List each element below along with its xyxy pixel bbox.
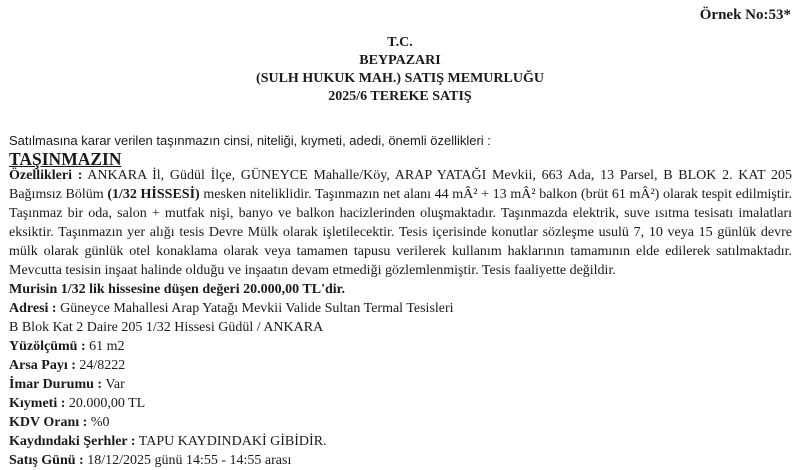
field-zoning-label: İmar Durumu : — [9, 377, 103, 392]
features-label: Özellikleri : — [9, 168, 83, 183]
field-vat-rate — [9, 413, 792, 432]
section-title: TAŞINMAZIN — [9, 149, 122, 169]
features-share: (1/32 HİSSESİ) — [107, 187, 200, 202]
field-vat-rate-label: KDV Oranı : — [9, 415, 88, 430]
intro-text: Satılmasına karar verilen taşınmazın cinsi, niteliği, kıymeti, adedi, önemli özellikleri : — [9, 133, 491, 148]
field-land-share-label: Arsa Payı : — [9, 358, 76, 373]
header-line-tc: T.C. — [387, 35, 413, 50]
features-text-1: ANKARA İl, Güdül İlçe, GÜNEYCE Mahalle/Köy, ARAP YATAĞI Mevkii, 663 Ada, 13 Parsel, B BLOK 2. KAT 205 Bağımsız Bölüm — [9, 168, 792, 202]
address-line-1 — [9, 299, 792, 318]
header-line-case: 2025/6 TEREKE SATIŞ — [328, 89, 472, 104]
field-vat-rate-value: %0 — [87, 415, 110, 430]
field-sale-date-label: Satış Günü : — [9, 453, 84, 468]
property-details — [9, 166, 792, 470]
share-value-line: Murisin 1/32 lik hissesine düşen değeri 20.000,00 TL'dir. — [9, 282, 346, 297]
field-value-label: Kıymeti : — [9, 396, 66, 411]
address-value-1: Güneyce Mahallesi Arap Yatağı Mevkii Valide Sultan Termal Tesisleri — [56, 301, 454, 316]
field-area-value: 61 m2 — [85, 339, 125, 354]
header-line-office: BEYPAZARI — [359, 53, 441, 68]
field-value-amount: 20.000,00 TL — [65, 396, 146, 411]
field-annotations-label: Kaydındaki Şerhler : — [9, 434, 136, 449]
address-label: Adresi : — [9, 301, 57, 316]
field-annotations — [9, 432, 792, 451]
header-line-department: (SULH HUKUK MAH.) SATIŞ MEMURLUĞU — [256, 71, 544, 86]
field-area — [9, 337, 792, 356]
field-sale-date-value: 18/12/2025 günü 14:55 - 14:55 arası — [83, 453, 292, 468]
field-land-share — [9, 356, 792, 375]
field-zoning-value: Var — [102, 377, 125, 392]
features-paragraph — [9, 166, 792, 280]
field-zoning — [9, 375, 792, 394]
field-annotations-value: TAPU KAYDINDAKİ GİBİDİR. — [135, 434, 327, 449]
field-area-label: Yüzölçümü : — [9, 339, 86, 354]
field-land-share-value: 24/8222 — [75, 358, 126, 373]
address-line-2: B Blok Kat 2 Daire 205 1/32 Hissesi Güdül / ANKARA — [9, 320, 324, 335]
document-header — [0, 34, 800, 106]
field-value — [9, 394, 792, 413]
features-text-2: mesken niteliklidir. Taşınmazın net alanı 44 mÂ² + 13 mÂ² balkon (brüt 61 mÂ²) olarak tespit edilmiştir. Taşınmaz bir oda, salon + mutfak nişi, banyo ve balkon hacizlerinden oluşmaktadır. Taşınmazda elektrik, suve ısıtma tesisatı imalatları eksiktir. Taşınmazın yer alığı tesis Devre Mülk olarak işletilecektir. Tesis içerisinde konutlar sözleşme usulü 7, 10 veya 15 günlük devre mülk olarak günlük otel konaklama olarak veya tamamen tapusu verilerek kullanım haklarının tamamının elde edilerek satılmaktadır. Mevcutta tesisin inşaat halinde olduğu ve inşaatın devam etmediği gözlemlenmiştir. Tesis faaliyette değildir. — [9, 187, 793, 278]
sample-number: Örnek No:53* — [699, 7, 791, 23]
field-sale-date — [9, 451, 792, 470]
